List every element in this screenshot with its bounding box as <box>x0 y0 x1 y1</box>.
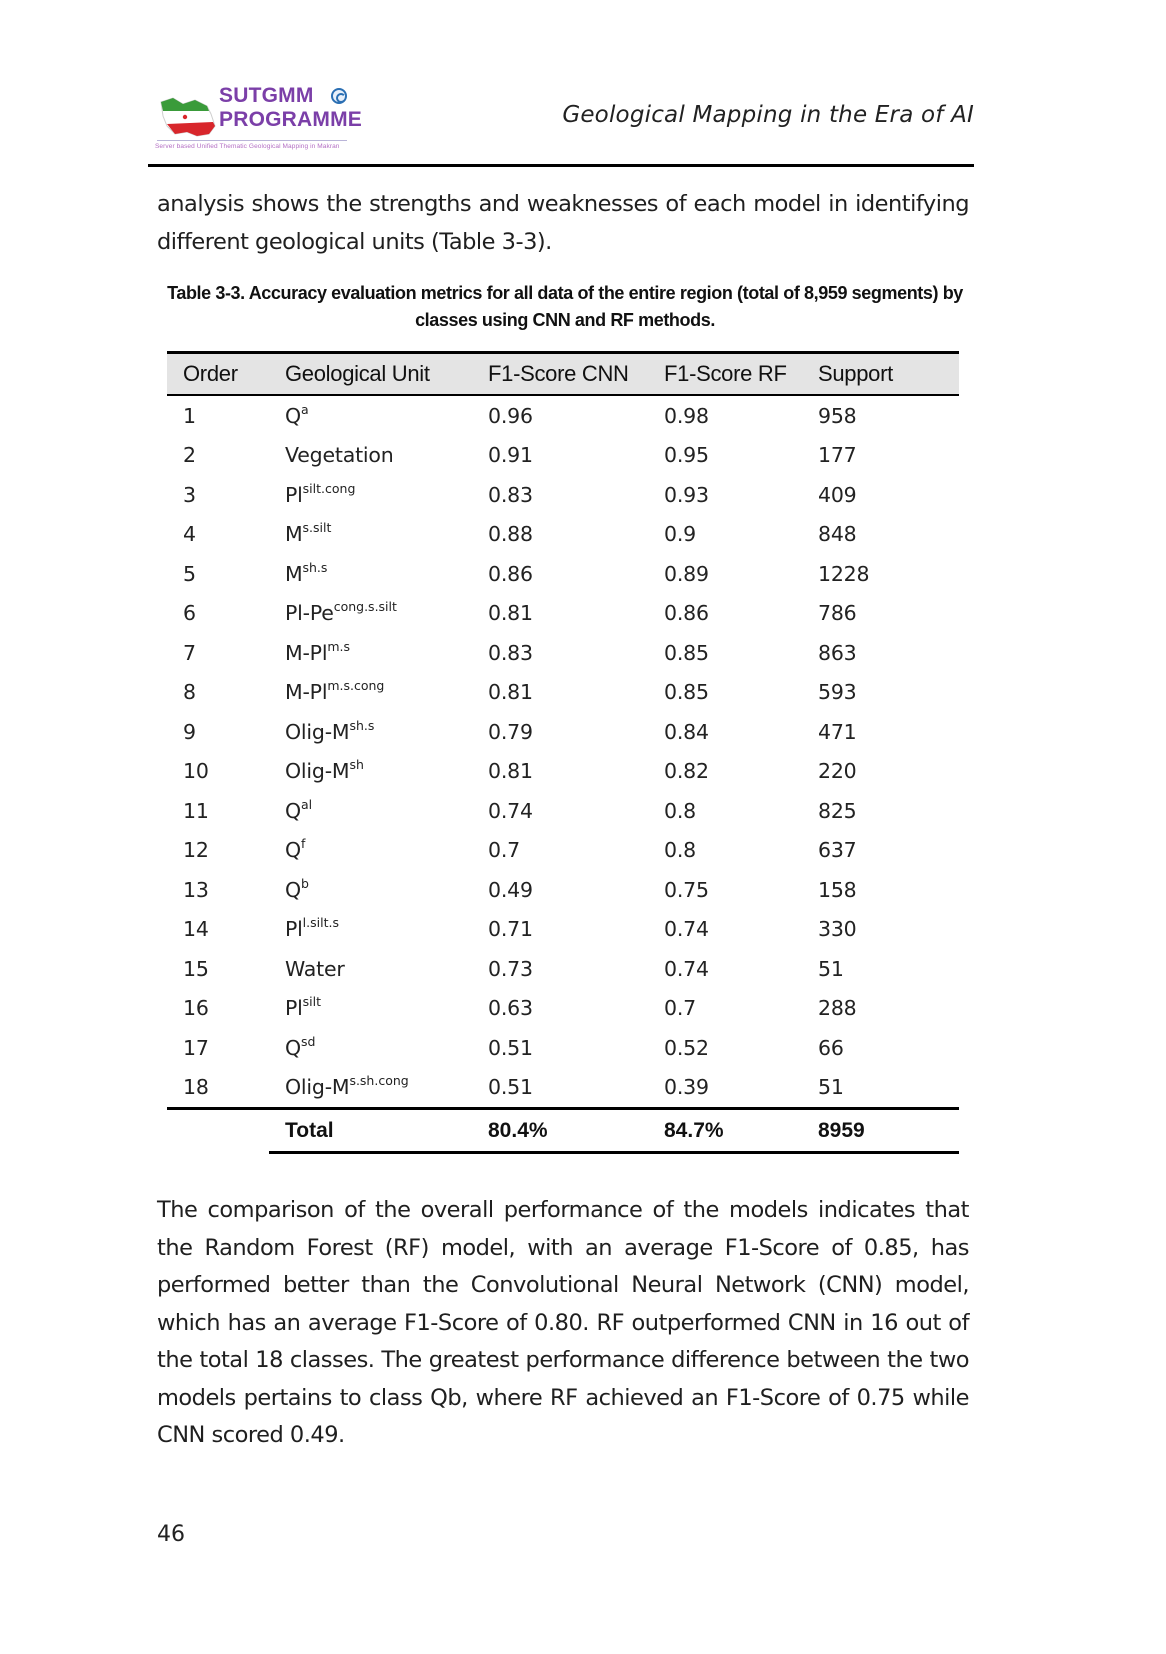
table-row <box>167 910 959 950</box>
header-divider <box>148 164 974 167</box>
support-cell: 51 <box>818 956 844 981</box>
support-cell: 220 <box>818 759 857 784</box>
geological-unit-cell <box>269 1068 472 1109</box>
f1-cnn-cell: 0.63 <box>488 996 533 1021</box>
f1-rf-cell: 0.39 <box>648 1068 802 1109</box>
f1-rf-cell: 0.74 <box>664 956 709 981</box>
unit-superscript: m.s.cong <box>327 678 385 694</box>
table-row <box>167 673 959 713</box>
f1-rf-cell: 0.52 <box>664 1035 709 1060</box>
geological-unit-cell <box>269 395 472 436</box>
unit-symbol: Pl <box>285 996 303 1021</box>
logo-subtitle: Server based Unified Thematic Geological Mapping in Makran <box>155 143 340 150</box>
table-row <box>167 515 959 555</box>
f1-rf-cell: 0.95 <box>664 443 709 468</box>
f1-cnn-cell: 0.51 <box>488 1035 533 1060</box>
support-cell: 51 <box>802 1068 959 1109</box>
table-row <box>167 989 959 1029</box>
table-row <box>167 633 959 673</box>
unit-symbol: Pl <box>285 482 303 507</box>
order-cell: 5 <box>183 561 196 586</box>
unit-symbol: Olig-M <box>285 759 350 784</box>
f1-rf-cell: 0.7 <box>664 996 697 1021</box>
f1-rf-cell: 0.75 <box>664 877 709 902</box>
f1-cnn-cell: 0.7 <box>488 838 521 863</box>
f1-cnn-cell: 0.79 <box>488 719 533 744</box>
f1-rf-cell: 0.89 <box>664 561 709 586</box>
f1-cnn-cell: 0.83 <box>488 482 533 507</box>
support-cell: 409 <box>818 482 857 507</box>
conclusion-paragraph: The comparison of the overall performance of the models indicates that the Random Forest (RF) model, with an average F1-Score of 0.85, has performed better than the Convolutional Neural Network (CNN) model, which has an average F1-Score of 0.80. RF outperformed CNN in 16 out of the total 18 classes. The greatest performance difference between the two models pertains to class Qb, where RF achieved an F1-Score of 0.75 while CNN scored 0.49. <box>157 1197 969 1448</box>
table-row <box>167 395 959 436</box>
unit-superscript: m.s <box>327 638 351 654</box>
institution-seal-icon <box>331 88 347 104</box>
geological-unit-cell <box>269 989 472 1029</box>
geological-unit-cell <box>269 594 472 634</box>
f1-rf-cell: 0.85 <box>664 680 709 705</box>
f1-cnn-cell: 0.96 <box>488 403 533 428</box>
geological-unit-cell <box>269 673 472 713</box>
order-cell: 9 <box>183 719 196 744</box>
logo-divider <box>157 140 347 141</box>
unit-symbol: Water <box>285 956 345 981</box>
f1-rf-cell: 0.93 <box>664 482 709 507</box>
total-label: Total <box>269 1109 472 1153</box>
support-cell: 177 <box>818 443 857 468</box>
unit-superscript: s.sh.cong <box>349 1073 409 1089</box>
unit-superscript: l.silt.s <box>302 915 339 931</box>
column-header-order: Order <box>167 353 269 396</box>
sutgmm-logo <box>155 82 362 158</box>
table-row <box>167 1068 959 1109</box>
unit-symbol: M <box>285 522 303 547</box>
unit-symbol: Olig-M <box>285 1075 350 1100</box>
accuracy-table <box>167 351 959 1154</box>
support-cell: 288 <box>818 996 857 1021</box>
table-total-row <box>167 1109 959 1153</box>
order-cell: 17 <box>183 1035 209 1060</box>
total-cnn: 80.4% <box>472 1109 648 1153</box>
unit-symbol: Olig-M <box>285 719 350 744</box>
f1-cnn-cell: 0.83 <box>488 640 533 665</box>
order-cell: 8 <box>183 680 196 705</box>
f1-rf-cell: 0.9 <box>664 522 697 547</box>
order-cell: 15 <box>183 956 209 981</box>
f1-cnn-cell: 0.49 <box>488 877 533 902</box>
f1-cnn-cell: 0.71 <box>488 917 533 942</box>
f1-cnn-cell: 0.81 <box>488 680 533 705</box>
order-cell: 6 <box>183 601 196 626</box>
table-row <box>167 436 959 476</box>
table-row <box>167 831 959 871</box>
unit-symbol: Pl <box>285 917 303 942</box>
unit-superscript: b <box>300 875 309 891</box>
geological-unit-cell <box>269 515 472 555</box>
order-cell: 7 <box>183 640 196 665</box>
order-cell: 4 <box>183 522 196 547</box>
f1-rf-cell: 0.86 <box>664 601 709 626</box>
support-cell: 637 <box>818 838 857 863</box>
geological-unit-cell <box>269 475 472 515</box>
iran-flag-map-icon <box>159 96 217 138</box>
order-cell: 1 <box>183 403 196 428</box>
table-row <box>167 791 959 831</box>
order-cell: 12 <box>183 838 209 863</box>
f1-rf-cell: 0.74 <box>664 917 709 942</box>
unit-symbol: Vegetation <box>285 443 394 468</box>
table-row <box>167 949 959 989</box>
unit-superscript: silt.cong <box>302 480 356 496</box>
geological-unit-cell <box>269 910 472 950</box>
geological-unit-cell <box>269 831 472 871</box>
support-cell: 863 <box>818 640 857 665</box>
order-cell: 18 <box>167 1068 269 1109</box>
column-header-support: Support <box>802 353 959 396</box>
order-cell: 2 <box>183 443 196 468</box>
geological-unit-cell <box>269 633 472 673</box>
geological-unit-cell <box>269 712 472 752</box>
geological-unit-cell <box>269 554 472 594</box>
f1-cnn-cell: 0.81 <box>488 759 533 784</box>
geological-unit-cell <box>269 752 472 792</box>
support-cell: 786 <box>818 601 857 626</box>
f1-rf-cell: 0.8 <box>664 838 697 863</box>
f1-rf-cell: 0.84 <box>664 719 709 744</box>
table-row <box>167 870 959 910</box>
intro-paragraph: analysis shows the strengths and weaknesses of each model in identifying different geological units (Table 3-3). <box>157 191 969 255</box>
unit-symbol: Q <box>285 798 301 823</box>
table-body <box>167 395 959 1109</box>
logo-title: SUTGMM PROGRAMME <box>219 84 362 131</box>
support-cell: 158 <box>818 877 857 902</box>
order-cell: 10 <box>183 759 209 784</box>
geological-unit-cell <box>269 791 472 831</box>
column-header-unit: Geological Unit <box>269 353 472 396</box>
order-cell: 11 <box>183 798 209 823</box>
unit-superscript: sh.s <box>349 717 375 733</box>
unit-superscript: sh.s <box>302 559 328 575</box>
unit-symbol: Q <box>285 1035 301 1060</box>
support-cell: 593 <box>818 680 857 705</box>
support-cell: 330 <box>818 917 857 942</box>
unit-symbol: M-Pl <box>285 640 328 665</box>
order-cell: 16 <box>183 996 209 1021</box>
total-support: 8959 <box>802 1109 959 1153</box>
f1-rf-cell: 0.85 <box>664 640 709 665</box>
table-caption: Table 3-3. Accuracy evaluation metrics for all data of the entire region (total of 8,959 segments) by classes using CNN and RF methods. <box>167 283 963 330</box>
column-header-cnn: F1-Score CNN <box>472 353 648 396</box>
unit-superscript: sh <box>349 757 364 773</box>
geological-unit-cell <box>269 949 472 989</box>
unit-superscript: a <box>300 401 309 417</box>
order-cell: 3 <box>183 482 196 507</box>
table-row <box>167 712 959 752</box>
order-cell: 13 <box>183 877 209 902</box>
unit-symbol: Q <box>285 403 301 428</box>
unit-symbol: M <box>285 561 303 586</box>
total-order-cell <box>167 1109 269 1153</box>
order-cell: 14 <box>183 917 209 942</box>
unit-superscript: sd <box>300 1033 316 1049</box>
unit-superscript: s.silt <box>302 520 332 536</box>
unit-symbol: Q <box>285 838 301 863</box>
support-cell: 825 <box>818 798 857 823</box>
support-cell: 958 <box>818 403 857 428</box>
f1-rf-cell: 0.98 <box>664 403 709 428</box>
table-row <box>167 752 959 792</box>
unit-symbol: Q <box>285 877 301 902</box>
support-cell: 66 <box>818 1035 844 1060</box>
column-header-rf: F1-Score RF <box>648 353 802 396</box>
table-row <box>167 1028 959 1068</box>
f1-cnn-cell: 0.91 <box>488 443 533 468</box>
table-row <box>167 475 959 515</box>
support-cell: 1228 <box>818 561 870 586</box>
table-row <box>167 594 959 634</box>
support-cell: 848 <box>818 522 857 547</box>
support-cell: 471 <box>818 719 857 744</box>
f1-cnn-cell: 0.88 <box>488 522 533 547</box>
f1-rf-cell: 0.82 <box>664 759 709 784</box>
unit-superscript: cong.s.silt <box>333 599 397 615</box>
table-row <box>167 554 959 594</box>
f1-cnn-cell: 0.74 <box>488 798 533 823</box>
f1-cnn-cell: 0.73 <box>488 956 533 981</box>
f1-cnn-cell: 0.86 <box>488 561 533 586</box>
unit-superscript: f <box>300 836 306 852</box>
unit-symbol: M-Pl <box>285 680 328 705</box>
total-rf: 84.7% <box>648 1109 802 1153</box>
unit-superscript: silt <box>302 994 322 1010</box>
geological-unit-cell <box>269 870 472 910</box>
unit-superscript: al <box>300 796 313 812</box>
table-header-row <box>167 353 959 396</box>
geological-unit-cell <box>269 436 472 476</box>
page-number: 46 <box>157 1522 185 1547</box>
geological-unit-cell <box>269 1028 472 1068</box>
f1-cnn-cell: 0.81 <box>488 601 533 626</box>
f1-cnn-cell: 0.51 <box>472 1068 648 1109</box>
f1-rf-cell: 0.8 <box>664 798 697 823</box>
unit-symbol: Pl-Pe <box>285 601 334 626</box>
running-header-title: Geological Mapping in the Era of AI <box>562 102 974 128</box>
